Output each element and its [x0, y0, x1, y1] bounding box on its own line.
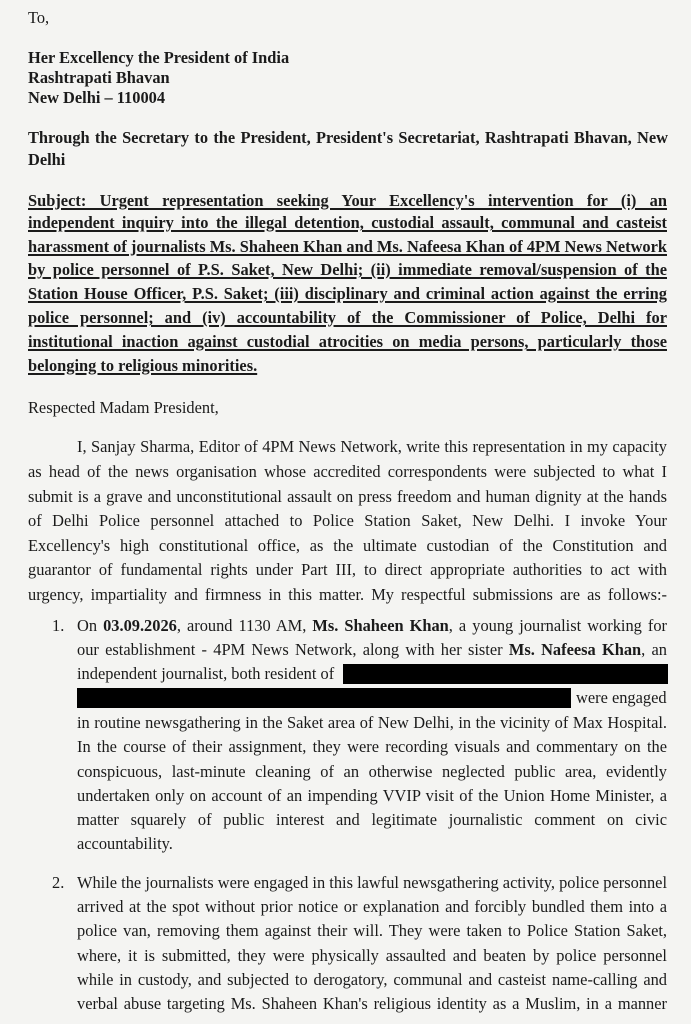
journalist-name: Ms. Shaheen Khan: [312, 616, 449, 635]
redaction-bar: [343, 664, 668, 684]
addressee-line-1: Her Excellency the President of India: [28, 48, 290, 67]
subject-line: by police personnel of P.S. Saket, New Delhi; (ii) immediate removal/suspension of the: [28, 260, 667, 279]
intro-line: Excellency's high constitutional office, as the ultimate custodian of the Constitution and: [28, 536, 667, 555]
intro-line: as head of the news organisation whose accredited correspondents were subjected to what I: [28, 462, 667, 481]
point-2-line: verbal abuse targeting Ms. Shaheen Khan's religious identity as a Muslim, in a manner: [77, 994, 667, 1013]
point-2-line: where, it is submitted, they were physically assaulted and beaten by police personnel: [77, 946, 667, 965]
text-run: , around 1130 AM,: [176, 616, 313, 635]
point-number: 1.: [52, 616, 65, 635]
subject-line: police personnel; and (iv) accountability of the Commissioner of Police, Delhi for: [28, 308, 667, 327]
text-run: our establishment - 4PM News Network, along with her sister: [77, 640, 509, 659]
intro-line: urgency, impartiality and firmness in this matter. My respectful submissions are as follows:-: [28, 585, 667, 604]
point-2-line: police van, removing them against their will. They were taken to Police Station Saket,: [77, 921, 667, 940]
point-1-line: undertaken only on account of an impending VVIP visit of the Union Home Minister, a: [77, 786, 667, 805]
subject-line: belonging to religious minorities.: [28, 356, 258, 375]
addressee-line-3: New Delhi – 110004: [28, 88, 166, 107]
to-line: To,: [28, 8, 50, 27]
text-run: , a young journalist working for: [448, 616, 667, 635]
through-line-1: Through the Secretary to the President, President's Secretariat, Rashtrapati Bhavan, New: [28, 128, 668, 147]
point-1-line: conspicuous, last-minute cleaning of an otherwise neglected public area, evidently: [77, 762, 667, 781]
point-1-line-4: were engaged: [576, 688, 667, 707]
subject-line: Station House Officer, P.S. Saket; (iii) disciplinary and criminal action against the erring: [28, 284, 667, 303]
intro-line: guarantor of fundamental rights under Part III, to direct appropriate authorities to act with: [28, 560, 667, 579]
intro-line: of Delhi Police personnel attached to Police Station Saket, New Delhi. I invoke Your: [28, 511, 667, 530]
point-number: 2.: [52, 873, 65, 892]
point-2-line: arrived at the spot without prior notice or explanation and forcibly bundled them into a: [77, 897, 667, 916]
through-line-2: Delhi: [28, 150, 66, 169]
point-2-line: while in custody, and subjected to derogatory, communal and casteist name-calling and: [77, 970, 667, 989]
point-1-line: in routine newsgathering in the Saket area of New Delhi, in the vicinity of Max Hospital.: [77, 713, 667, 732]
intro-line: I, Sanjay Sharma, Editor of 4PM News Network, write this representation in my capacity: [77, 437, 667, 456]
point-1-line-3: independent journalist, both resident of: [77, 664, 335, 683]
point-1-line: accountability.: [77, 834, 173, 853]
addressee-line-2: Rashtrapati Bhavan: [28, 68, 170, 87]
point-1-line: matter squarely of public interest and legitimate journalistic comment on civic: [77, 810, 667, 829]
point-1-line-1: [77, 616, 667, 636]
text-run: On: [77, 616, 104, 635]
intro-line: submit is a grave and unconstitutional assault on press freedom and human dignity at the hands: [28, 487, 667, 506]
redaction-bar: [77, 688, 571, 708]
journalist-name: Ms. Nafeesa Khan: [508, 640, 642, 659]
point-2-line: While the journalists were engaged in this lawful newsgathering activity, police personnel: [77, 873, 667, 892]
subject-line: Subject: Urgent representation seeking Your Excellency's intervention for (i) an: [28, 191, 667, 210]
text-run: , an: [641, 640, 667, 659]
greeting: Respected Madam President,: [28, 398, 219, 417]
point-1-line: In the course of their assignment, they were recording visuals and commentary on the: [77, 737, 667, 756]
subject-line: institutional inaction against custodial atrocities on media persons, particularly those: [28, 332, 667, 351]
incident-date: 03.09.2026: [103, 616, 177, 635]
point-1-line-2: [77, 640, 667, 660]
subject-line: independent inquiry into the illegal detention, custodial assault, communal and casteist: [28, 213, 667, 232]
subject-line: harassment of journalists Ms. Shaheen Khan and Ms. Nafeesa Khan of 4PM News Network: [28, 237, 667, 256]
